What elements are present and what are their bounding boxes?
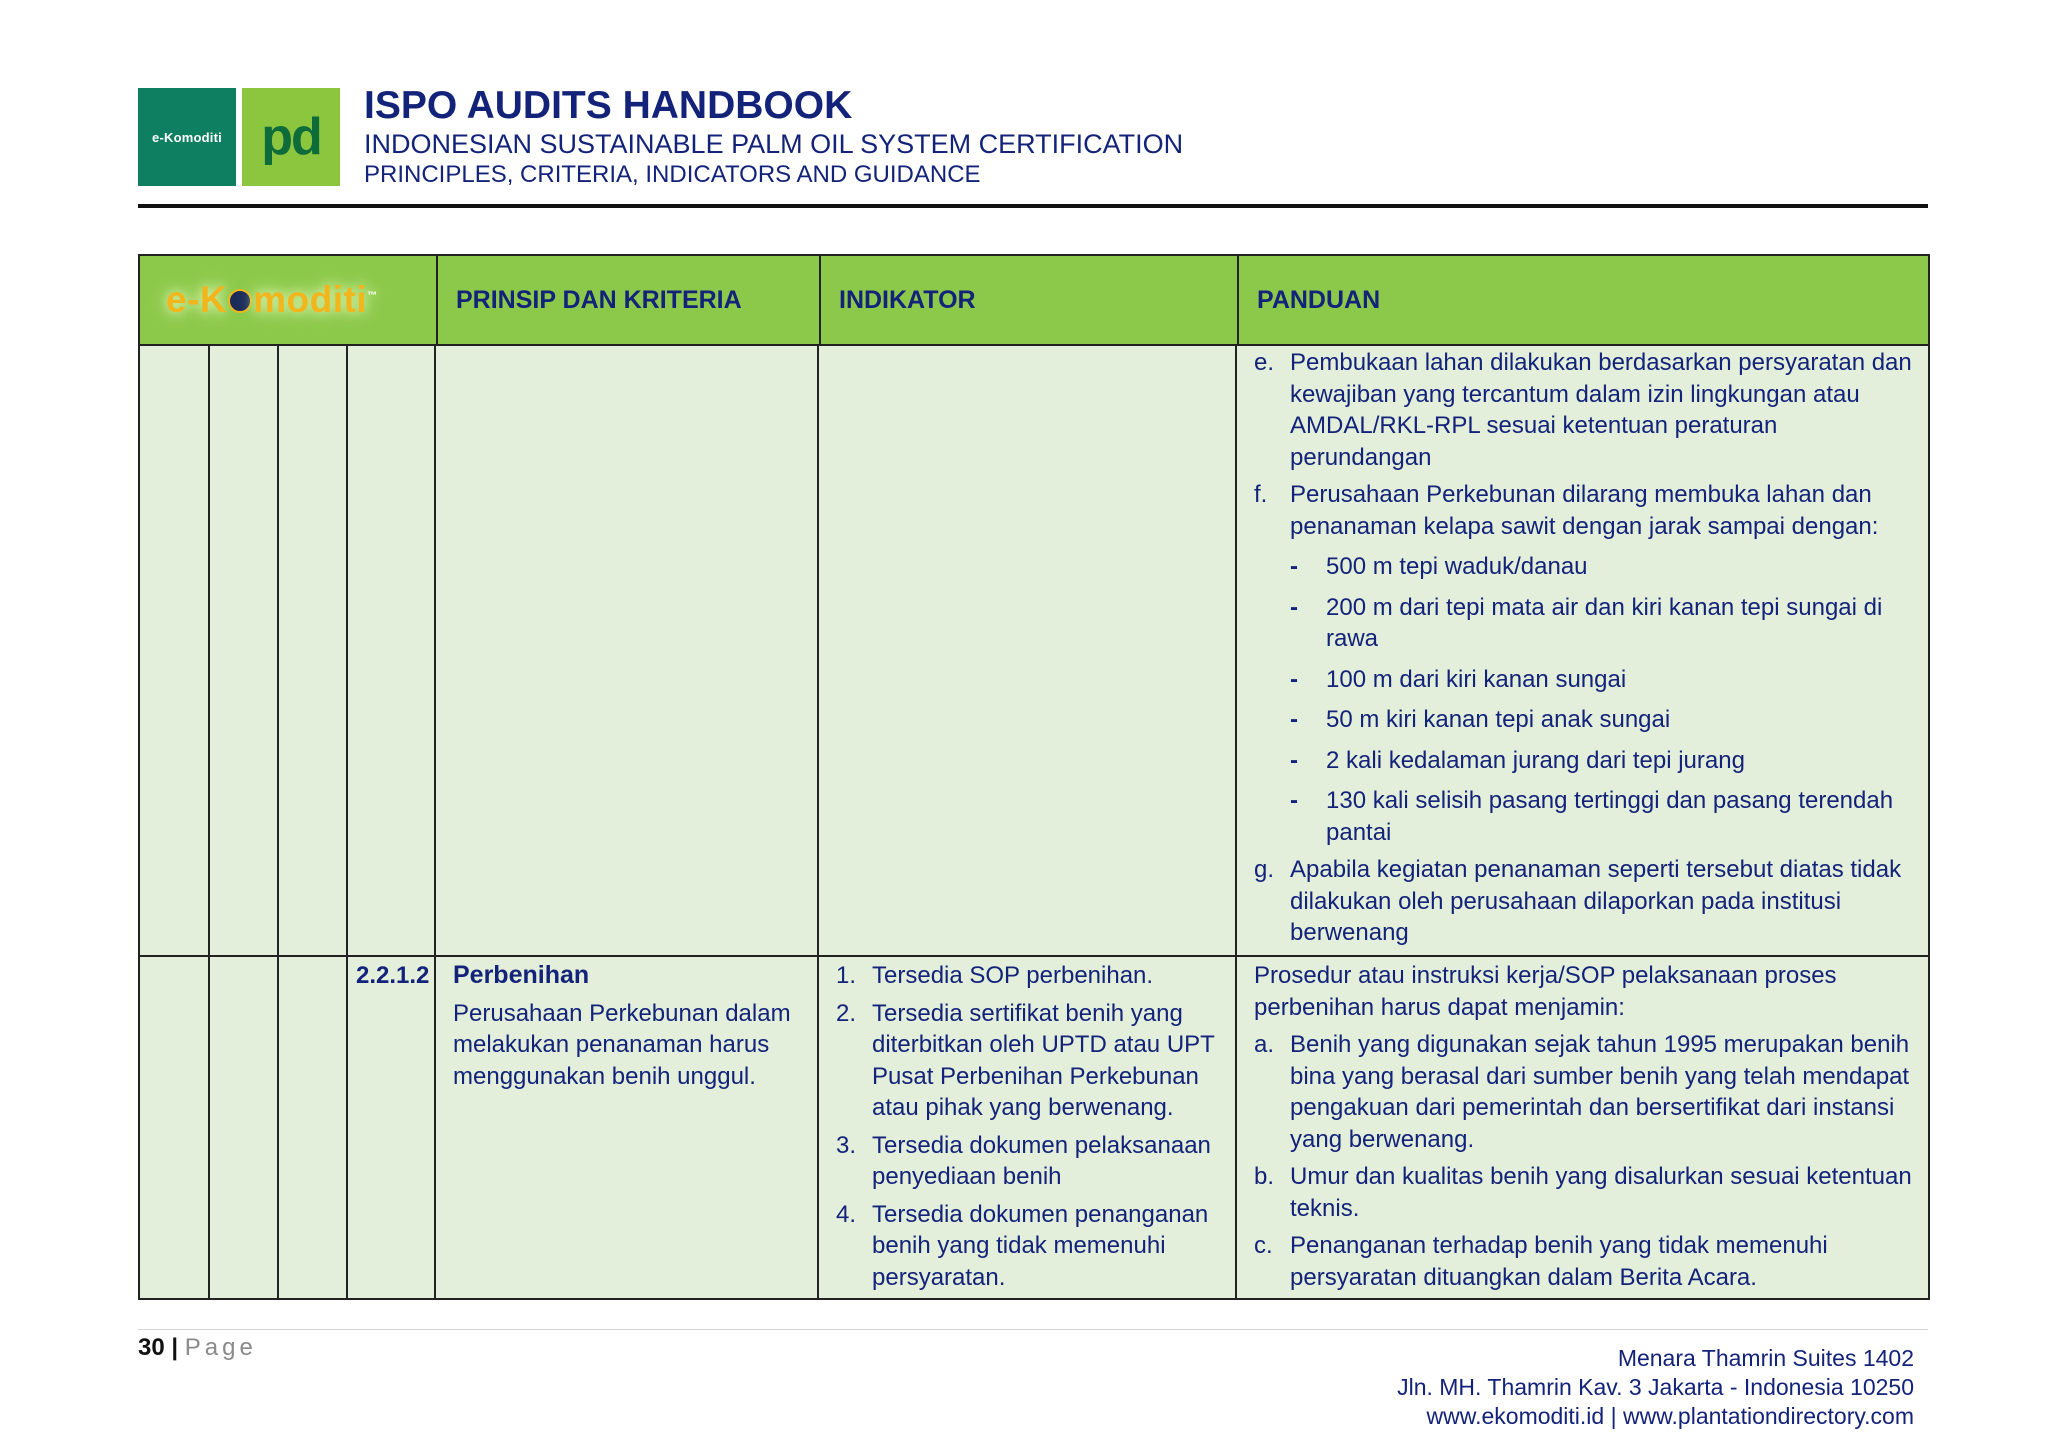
column-header-prinsip: PRINSIP DAN KRITERIA [436, 256, 819, 344]
document-subtitle-2: PRINCIPLES, CRITERIA, INDICATORS AND GUIDANCE [364, 161, 981, 188]
list-item-text: Tersedia SOP perbenihan. [872, 962, 1154, 989]
dash-item-text: 100 m dari kiri kanan sungai [1326, 665, 1627, 693]
dash-item-text: 200 m dari tepi mata air dan kiri kanan tepi sungai di rawa [1326, 593, 1883, 652]
list-item-text: Apabila kegiatan penanaman seperti tersebut diatas tidak dilakukan oleh perusahaan dilaporkan pada institusi berwenang [1290, 856, 1902, 946]
grid-line [208, 346, 210, 1298]
footer-address-line-1: Menara Thamrin Suites 1402 [1617, 1345, 1914, 1371]
list-item [1254, 347, 1914, 473]
grid-line [1235, 346, 1237, 1298]
document-subtitle-1: INDONESIAN SUSTAINABLE PALM OIL SYSTEM CERTIFICATION [364, 129, 1184, 159]
plantation-directory-logo [242, 88, 340, 186]
list-item [1254, 1161, 1914, 1224]
guidance-intro: Prosedur atau instruksi kerja/SOP pelaksanaan proses perbenihan harus dapat menjamin: [1254, 962, 1837, 1021]
list-marker: a. [1254, 1031, 1275, 1058]
list-item [836, 960, 1228, 992]
criteria-description: Perusahaan Perkebunan dalam melakukan penanaman harus menggunakan benih unggul. [453, 999, 791, 1090]
list-item-text: Pembukaan lahan dilakukan berdasarkan persyaratan dan kewajiban yang tercantum dalam izin lingkungan atau AMDAL/RKL-RPL sesuai ketentuan peraturan perundangan [1290, 349, 1912, 471]
list-marker: 4. [836, 1200, 857, 1228]
list-item-text: Tersedia dokumen penanganan benih yang tidak memenuhi persyaratan. [872, 1200, 1209, 1291]
brand-wordmark [166, 279, 378, 321]
list-marker: f. [1254, 481, 1268, 508]
dash-item [1254, 704, 1914, 736]
list-marker: 2. [836, 999, 857, 1027]
dash-item [1254, 745, 1914, 777]
dash-item-text: 500 m tepi waduk/danau [1326, 553, 1588, 580]
list-item [1254, 1029, 1914, 1155]
dash-marker: - [1290, 665, 1298, 693]
document-title: ISPO AUDITS HANDBOOK [364, 84, 853, 127]
table-brand-logo [140, 256, 436, 344]
row2-guidance [1254, 960, 1914, 1293]
list-item [1254, 479, 1914, 542]
list-item [1254, 854, 1914, 949]
list-marker: c. [1254, 1232, 1273, 1259]
column-header-indikator: INDIKATOR [819, 256, 1237, 344]
row-divider [140, 955, 1928, 957]
list-item-text: Umur dan kualitas benih yang disalurkan sesuai ketentuan teknis. [1290, 1163, 1912, 1222]
dash-item [1254, 551, 1914, 583]
list-item-text: Tersedia sertifikat benih yang diterbitkan oleh UPTD atau UPT Pusat Perbenihan Perkebunan atau pihak yang berwenang. [872, 999, 1215, 1121]
ekomoditi-logo [138, 88, 236, 186]
globe-icon [228, 289, 252, 313]
list-item-text: Tersedia dokumen pelaksanaan penyediaan benih [872, 1131, 1211, 1190]
criteria-title: Perbenihan [453, 961, 590, 989]
dash-marker: - [1290, 553, 1298, 580]
dash-marker: - [1290, 787, 1298, 814]
dash-marker: - [1290, 706, 1298, 733]
brand-text-left: e-K [166, 279, 228, 320]
list-marker: b. [1254, 1163, 1275, 1190]
page-separator: | [171, 1334, 179, 1361]
grid-line [277, 346, 279, 1298]
dash-item [1254, 592, 1914, 655]
grid-line [346, 346, 348, 1298]
criteria-code: 2.2.1.2 [356, 962, 430, 989]
list-item-text: Penanganan terhadap benih yang tidak memenuhi persyaratan dituangkan dalam Berita Acara. [1290, 1232, 1828, 1291]
footer-address-line-2: Jln. MH. Thamrin Kav. 3 Jakarta - Indonesia 10250 [1397, 1374, 1914, 1400]
footer-website-links: www.ekomoditi.id | www.plantationdirectory.com [1426, 1403, 1914, 1429]
pd-logo-text: pd [261, 108, 321, 166]
dash-marker: - [1290, 593, 1298, 621]
brand-text-right: moditi [253, 279, 368, 320]
list-marker: 1. [836, 962, 857, 989]
list-marker: 3. [836, 1131, 857, 1159]
dash-item [1254, 785, 1914, 848]
page-label: Page [184, 1334, 257, 1361]
list-item [1254, 1230, 1914, 1293]
row1-guidance [1254, 347, 1914, 949]
grid-line [434, 346, 436, 1298]
grid-line [817, 346, 819, 1298]
row2-indicators [836, 960, 1228, 1293]
list-item [836, 1199, 1228, 1294]
ekomoditi-logo-text: e-Komoditi [152, 129, 222, 145]
dash-item-text: 130 kali selisih pasang tertinggi dan pasang terendah pantai [1326, 787, 1894, 846]
list-marker: e. [1254, 349, 1275, 376]
trademark-symbol: ™ [367, 290, 378, 302]
list-item-text: Benih yang digunakan sejak tahun 1995 merupakan benih bina yang berasal dari sumber benih yang telah mendapat pengakuan dari pemerintah dan bersertifikat dari instansi yang berwenang. [1290, 1031, 1910, 1153]
header-divider [138, 204, 1928, 208]
page-number [138, 1334, 257, 1362]
list-marker: g. [1254, 856, 1275, 883]
table-header [140, 256, 1928, 346]
list-item [836, 1130, 1228, 1193]
dash-item-text: 2 kali kedalaman jurang dari tepi jurang [1326, 746, 1745, 774]
list-item [836, 998, 1228, 1124]
criteria-table [138, 254, 1930, 1300]
dash-item-text: 50 m kiri kanan tepi anak sungai [1326, 706, 1671, 733]
column-header-panduan: PANDUAN [1237, 256, 1930, 344]
dash-item [1254, 664, 1914, 696]
dash-marker: - [1290, 746, 1298, 774]
list-item-text: Perusahaan Perkebunan dilarang membuka lahan dan penanaman kelapa sawit dengan jarak sampai dengan: [1290, 481, 1879, 540]
row2-criteria [453, 960, 805, 1092]
footer-divider [138, 1329, 1928, 1330]
page-number-value: 30 [138, 1334, 165, 1361]
